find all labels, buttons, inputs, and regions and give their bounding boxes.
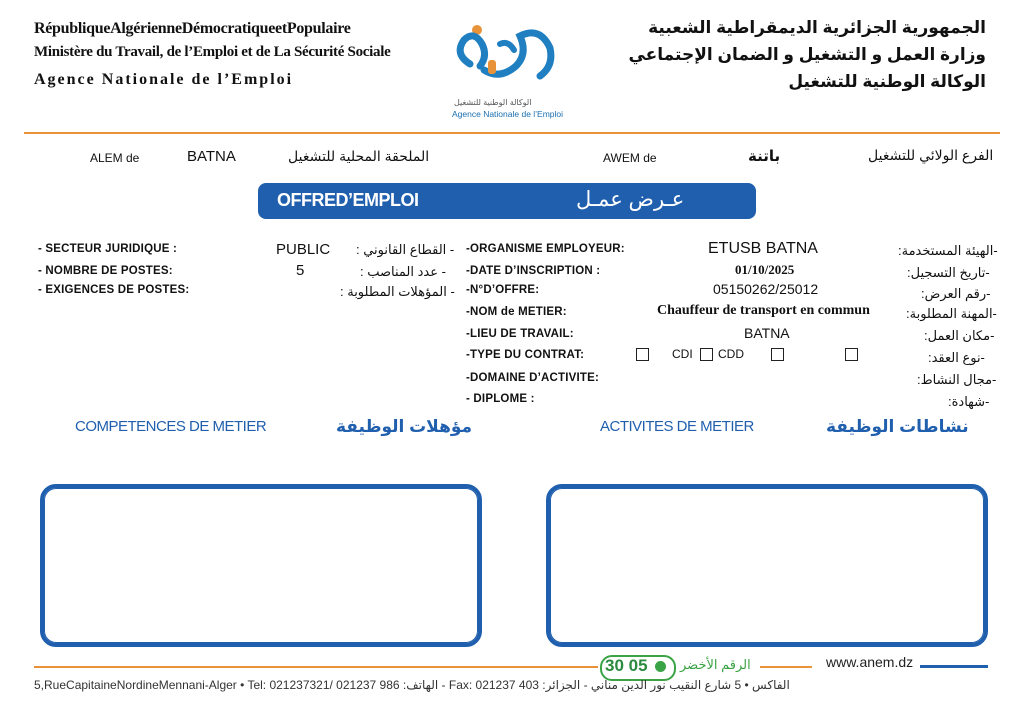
logo-caption-ar: الوكالة الوطنية للتشغيل (454, 98, 532, 107)
diplome-label-ar: -شهادة: (948, 394, 990, 409)
secteur-value: PUBLIC (276, 241, 331, 258)
competences-box[interactable] (40, 484, 482, 647)
metier-label-ar: -المهنة المطلوبة: (906, 306, 997, 321)
alem-label: ALEM de (90, 151, 140, 165)
exigences-label-ar: - المؤهلات المطلوبة : (340, 284, 455, 299)
date-label-ar: -تاريخ التسجيل: (907, 265, 990, 280)
awem-value: باتنة (748, 148, 781, 165)
competences-title-fr: COMPETENCES DE METIER (75, 418, 267, 435)
lieu-value: BATNA (744, 325, 790, 341)
organisme-label: -ORGANISME EMPLOYEUR: (466, 243, 625, 255)
date-value: 01/10/2025 (735, 262, 795, 277)
contrat-cdd-label: CDD (718, 347, 744, 361)
header-agency-fr: Agence Nationale de l’Emploi (34, 71, 294, 88)
alem-value: BATNA (187, 148, 236, 165)
offre-label-ar: -رقم العرض: (921, 286, 991, 301)
organisme-value: ETUSB BATNA (708, 240, 818, 257)
postes-value: 5 (296, 262, 305, 279)
anem-logo (440, 14, 580, 124)
offre-value: 05150262/25012 (713, 281, 819, 297)
postes-label-ar: - عدد المناصب : (360, 264, 446, 279)
postes-label: - NOMBRE DE POSTES: (38, 265, 173, 277)
header-ministry-fr: Ministère du Travail, de l’Emploi et de La Sécurité Sociale (34, 44, 391, 60)
diplome-label: - DIPLOME : (466, 393, 535, 405)
exigences-label: - EXIGENCES DE POSTES: (38, 284, 190, 296)
contrat-label: -TYPE DU CONTRAT: (466, 349, 585, 361)
green-number: 30 05 (605, 656, 648, 675)
contrat-checkbox-cdi[interactable] (700, 348, 713, 361)
contrat-checkbox-cdd[interactable] (771, 348, 784, 361)
contrat-checkbox-1[interactable] (636, 348, 649, 361)
activites-title-ar: نشاطات الوظيفة (826, 417, 969, 436)
competences-title-ar: مؤهلات الوظيفة (336, 417, 473, 436)
domaine-label-ar: -مجال النشاط: (917, 372, 997, 387)
title-fr: OFFRED’EMPLOI (277, 190, 419, 210)
header-divider (24, 132, 1000, 134)
header-republic-fr: RépubliqueAlgérienneDémocratiqueetPopulaire (34, 20, 351, 37)
logo-caption-fr: Agence Nationale de l’Emploi (452, 109, 564, 119)
domaine-label: -DOMAINE D’ACTIVITE: (466, 372, 600, 384)
activites-title-fr: ACTIVITES DE METIER (600, 418, 754, 435)
green-number-label-ar: الرقم الأخضر (680, 657, 751, 672)
offre-label: -N°D’OFFRE: (466, 284, 540, 296)
secteur-label: - SECTEUR JURIDIQUE : (38, 243, 178, 255)
activites-box[interactable] (546, 484, 988, 647)
lieu-label: -LIEU DE TRAVAIL: (466, 328, 574, 340)
awem-label-ar: الفرع الولائي للتشغيل (868, 147, 994, 163)
header-agency-ar: الوكالة الوطنية للتشغيل (788, 72, 986, 91)
metier-value: Chauffeur de transport en commun (657, 303, 870, 318)
footer-address: 5,RueCapitaineNordineMennani-Alger • Tel: 021237321/ 021237 986 :الهاتف - Fax: 021237 403 :الفاكس • 5 شارع النقيب نور الدين مناني - الجزائر (34, 678, 790, 692)
contrat-label-ar: -نوع العقد: (928, 350, 985, 365)
whatsapp-icon (655, 661, 666, 672)
title-ar: عـرض عمـل (576, 188, 685, 211)
header-ministry-ar: وزارة العمل و التشغيل و الضمان الإجتماعي (628, 45, 986, 64)
lieu-label-ar: -مكان العمل: (924, 328, 995, 343)
footer-line-blue (920, 665, 988, 668)
header-republic-ar: الجمهورية الجزائرية الديمقراطية الشعبية (648, 18, 986, 37)
metier-label: -NOM de METIER: (466, 306, 567, 318)
website-link[interactable]: www.anem.dz (826, 654, 914, 670)
alem-label-ar: الملحقة المحلية للتشغيل (288, 148, 430, 164)
secteur-label-ar: - القطاع القانوني : (356, 242, 455, 257)
awem-label: AWEM de (603, 151, 657, 165)
date-label: -DATE D’INSCRIPTION : (466, 265, 601, 277)
contrat-cdi-label: CDI (672, 347, 693, 361)
contrat-checkbox-4[interactable] (845, 348, 858, 361)
organisme-label-ar: -الهيئة المستخدمة: (898, 243, 998, 258)
footer-line-orange (34, 666, 598, 668)
footer-line-orange-2 (760, 666, 812, 668)
